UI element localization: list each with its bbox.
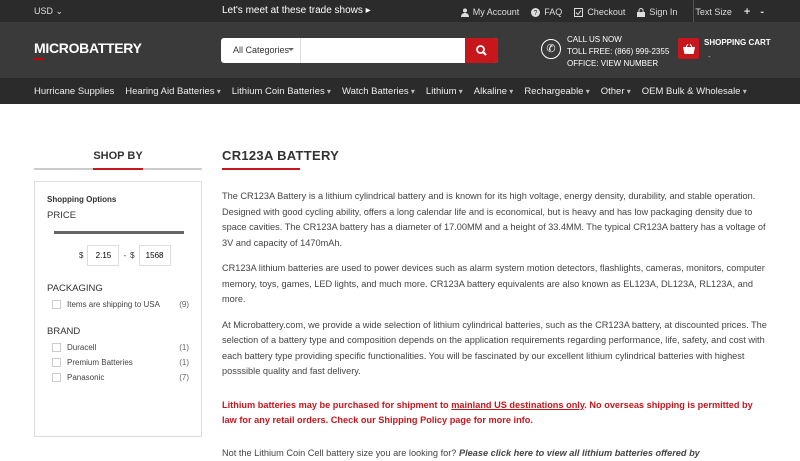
price-min-input[interactable] [87,245,119,266]
my-account-label: My Account [473,7,520,17]
toll-free-number[interactable]: TOLL FREE: (866) 999-2355 [567,46,669,58]
nav-item-hurricane-supplies[interactable]: Hurricane Supplies [34,78,114,104]
nav-item-lithium-coin-batteries[interactable]: Lithium Coin Batteries ▾ [232,78,331,104]
sign-in-link[interactable] [637,7,677,17]
filter-panel [34,181,202,437]
search-icon [476,45,487,56]
shopping-options-heading: Shopping Options [47,195,189,204]
my-account-link[interactable] [461,7,520,17]
lock-icon [637,8,645,17]
price-inputs [79,245,189,266]
view-all-text: Not the Lithium Coin Cell battery size you are looking for? [222,448,459,458]
filter-option-count: (7) [179,373,189,382]
description-paragraph: At Microbattery.com, we provide a wide selection of lithium cylindrical batteries, such as the CR123A battery, at discounted prices. The selection of a battery type and composition depends on the application requirements regarding performance, life, safety, and cost with each battery type providing specific functionalities. You will be fascinated by our excellent lithium cylindrical batteries with highest posssible quality and fast delivery. [222,318,767,380]
nav-item-lithium[interactable]: Lithium ▾ [426,78,463,104]
nav-item-watch-batteries[interactable]: Watch Batteries ▾ [342,78,415,104]
search-bar [221,38,498,63]
decrease-text-button[interactable]: - [760,6,764,18]
basket-icon [678,38,699,59]
filter-option-count: (1) [179,358,189,367]
trade-shows-link[interactable] [222,5,371,16]
price-heading: PRICE [47,210,189,221]
filter-option-count: (1) [179,343,189,352]
call-heading: CALL US NOW [567,34,669,46]
text-size-control [695,6,764,18]
call-us [541,34,669,70]
notice-text: Lithium batteries may be purchased for shipment to [222,400,451,410]
main-content [222,148,767,461]
nav-item-rechargeable[interactable]: Rechargeable ▾ [524,78,589,104]
increase-text-button[interactable]: + [744,6,750,18]
filter-option[interactable] [47,343,189,352]
filter-option[interactable] [47,300,189,309]
checkbox[interactable] [52,343,61,352]
view-all-link[interactable]: Please click here to view all lithium batteries offered by [459,448,700,458]
search-button[interactable] [465,38,498,63]
currency-symbol: $ [130,251,134,260]
question-icon [531,8,540,17]
chevron-down-icon: ⌄ [56,6,64,16]
filter-option-count: (9) [179,300,189,309]
checkout-icon [574,8,583,17]
top-bar [0,0,800,22]
promo-label: Let's meet at these trade shows [222,5,363,16]
shop-by-underline [34,168,202,170]
view-all-paragraph [222,446,767,461]
logo-text: MICROBATTERY [34,40,142,56]
divider [693,0,694,22]
header [0,22,800,78]
nav-item-other[interactable]: Other ▾ [601,78,631,104]
title-underline [222,168,300,170]
filter-option-label: Panasonic [67,373,104,382]
description-paragraph: CR123A lithium batteries are used to power devices such as alarm system motion detectors, flashlights, cameras, monitors, computer memory, toys, games, LED lights, and much more. CR123A battery equivalents are also known as EL123A, DL123A, RL123A, and more. [222,261,767,308]
checkbox[interactable] [52,373,61,382]
filter-option[interactable] [47,358,189,367]
shopping-cart[interactable] [678,38,771,61]
logo-accent [34,58,44,60]
filter-option[interactable] [47,373,189,382]
nav-item-alkaline[interactable]: Alkaline ▾ [474,78,514,104]
svg-text:?: ? [534,10,538,17]
cart-count: - [708,52,771,61]
search-input[interactable] [301,38,465,63]
currency-selector[interactable] [34,6,63,17]
checkbox[interactable] [52,300,61,309]
brand-heading: BRAND [47,326,189,337]
filter-option-label: Items are shipping to USA [67,300,160,309]
price-range-slider[interactable] [54,231,184,234]
shop-by-title: SHOP BY [34,150,202,162]
mainland-us-link[interactable]: mainland US destinations only [451,400,584,410]
price-max-input[interactable] [139,245,171,266]
currency-label: USD [34,6,53,16]
nav-item-hearing-aid-batteries[interactable]: Hearing Aid Batteries ▾ [125,78,221,104]
filter-option-label: Duracell [67,343,96,352]
currency-symbol: $ [79,251,83,260]
price-separator: - [123,251,126,260]
cart-label: SHOPPING CART [704,38,771,47]
checkout-label: Checkout [587,7,625,17]
account-links [461,6,764,18]
office-number[interactable]: OFFICE: VIEW NUMBER [567,58,669,70]
packaging-heading: PACKAGING [47,283,189,294]
main-nav [0,78,800,104]
shipping-notice [222,398,767,429]
caret-right-icon: ▸ [366,5,371,16]
checkout-link[interactable] [574,7,625,17]
page-title: CR123A BATTERY [222,148,767,163]
filter-option-label: Premium Batteries [67,358,133,367]
faq-label: FAQ [544,7,562,17]
category-select[interactable]: All Categories [221,38,301,63]
checkbox[interactable] [52,358,61,367]
nav-item-oem-bulk-wholesale[interactable]: OEM Bulk & Wholesale ▾ [642,78,747,104]
faq-link[interactable] [531,7,562,17]
notice-text: . No overseas shipping is permitted by law for any retail orders. Check our Shipping Policy page for more info. [222,400,753,426]
sign-in-label: Sign In [649,7,677,17]
text-size-label: Text Size [695,7,732,17]
user-icon [461,8,469,17]
phone-icon: ✆ [541,39,561,59]
description-paragraph: The CR123A Battery is a lithium cylindrical battery and is known for its high voltage, energy density, durability, and stable operation. Designed with good cycling ability, offers a long calendar life and is economical, but is heavy and has low packaging density due to space cavities. The CR123A battery has a diameter of 17.00MM and a height of 33.4MM. The typical CR123A battery has a voltage of 3V and capacity of 1470mAh. [222,189,767,251]
logo[interactable] [34,40,142,60]
